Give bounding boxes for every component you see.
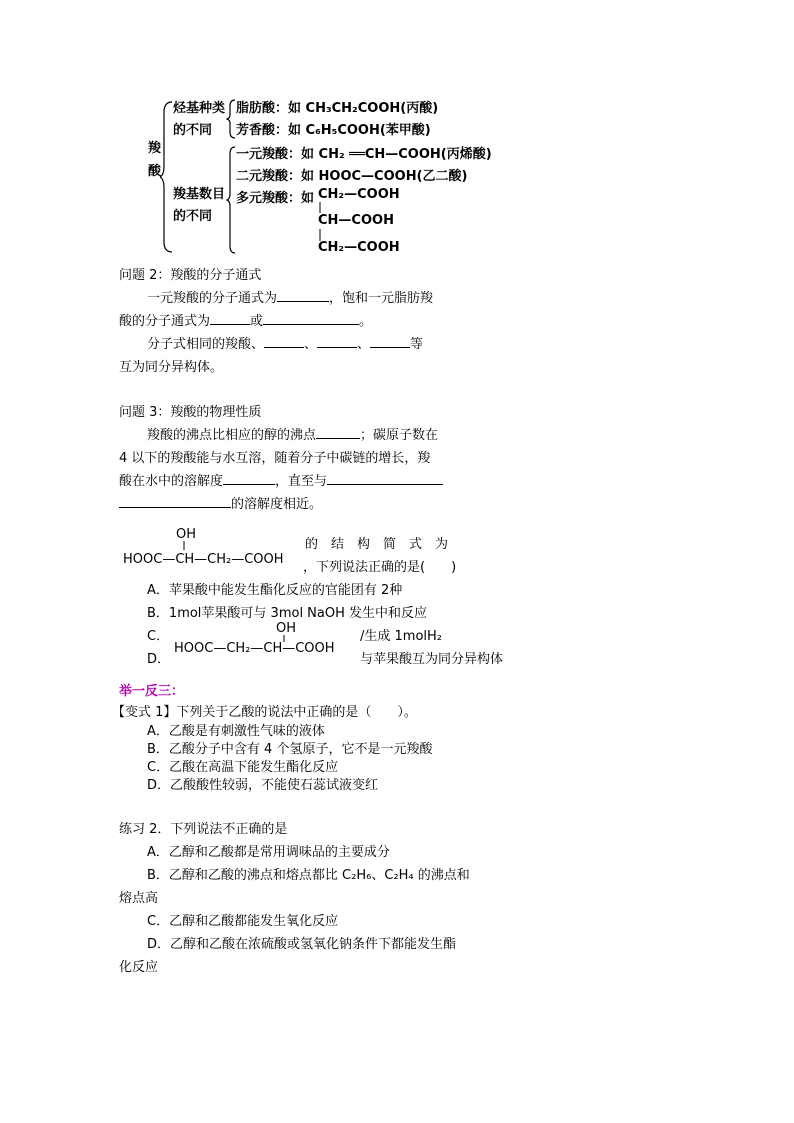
variant-option-a[interactable]: A．乙酸是有刺激性气味的液体: [147, 724, 325, 739]
group2-label-l1: 羧基数目: [173, 187, 226, 202]
variant-option-c[interactable]: C．乙酸在高温下能发生酯化反应: [147, 760, 339, 775]
svg-text:HOOC—CH₂—CH—COOH: HOOC—CH₂—CH—COOH: [174, 641, 335, 656]
group2-label-l2: 的不同: [173, 209, 213, 224]
q2-line2: 酸的分子通式为 或 。: [119, 314, 373, 329]
q3-line2: 4 以下的羧酸能与水互溶，随着分子中碳链的增长，羧: [119, 451, 431, 466]
group2-item2: 二元羧酸：如 HOOC—COOH(乙二酸): [236, 169, 468, 184]
group1-brace: [226, 99, 236, 139]
q2-blank1[interactable]: [277, 289, 329, 302]
svg-text:OH: OH: [276, 621, 297, 636]
malic-stem-b: ，下列说法正确的是( ): [303, 560, 457, 575]
q3-title: 问题 3：羧酸的物理性质: [119, 405, 262, 420]
citric-bonds: [318, 201, 324, 243]
q3-blank3[interactable]: [327, 472, 443, 485]
q2-line3: 分子式相同的羧酸、 、 、 等: [147, 337, 424, 352]
practice2-option-a[interactable]: A．乙醇和乙酸都是常用调味品的主要成分: [147, 845, 390, 860]
q3-blank4[interactable]: [119, 495, 231, 508]
malic-option-c-a[interactable]: C．: [147, 629, 170, 644]
main-brace: [160, 100, 174, 255]
q3-line4: 的溶解度相近。: [119, 493, 322, 512]
q2-blank3[interactable]: [263, 312, 359, 325]
isomer-formula: [172, 620, 360, 660]
citric-line3: CH₂—COOH: [318, 240, 400, 255]
variant-stem: 【变式 1】下列关于乙酸的说法中正确的是（ ）。: [112, 705, 417, 720]
root-label-l2: 酸: [148, 164, 162, 179]
variant-option-d[interactable]: D．乙酸酸性较弱，不能使石蕊试液变红: [147, 778, 379, 793]
malic-stem-a: 的 结 构 简 式 为: [305, 537, 449, 552]
malic-option-c-b[interactable]: /生成 1molH₂: [360, 629, 442, 644]
citric-line1: CH₂—COOH: [318, 187, 400, 202]
group1-item2: 芳香酸：如 C₆H₅COOH(苯甲酸): [236, 123, 431, 138]
root-label-l1: 羧: [148, 141, 162, 156]
practice2-option-b-l2[interactable]: 熔点高: [119, 891, 159, 906]
group2-item3-prefix: 多元羧酸：如: [236, 191, 315, 206]
practice2-stem: 练习 2．下列说法不正确的是: [119, 822, 288, 837]
q2-blank2[interactable]: [210, 312, 250, 325]
malic-option-d-a[interactable]: D．: [147, 652, 171, 667]
group2-item1: 一元羧酸：如 CH₂ ══CH—COOH(丙烯酸): [236, 147, 492, 162]
practice2-option-d-l1[interactable]: D．乙醇和乙酸在浓硫酸或氢氧化钠条件下都能发生酯: [147, 937, 457, 952]
malic-option-d-b[interactable]: 与苹果酸互为同分异构体: [360, 652, 504, 667]
svg-text:HOOC—CH—CH₂—COOH: HOOC—CH—CH₂—COOH: [123, 552, 284, 567]
q2-line4: 互为同分异构体。: [119, 360, 224, 375]
malic-option-a[interactable]: A．苹果酸中能发生酯化反应的官能团有 2种: [147, 583, 403, 598]
malic-option-b[interactable]: B．1mol苹果酸可与 3mol NaOH 发生中和反应: [147, 606, 428, 621]
variant-option-b[interactable]: B．乙酸分子中含有 4 个氢原子，它不是一元羧酸: [147, 742, 433, 757]
group2-brace: [226, 146, 236, 254]
group1-label-l1: 烃基种类: [173, 101, 226, 116]
q2-blank6[interactable]: [370, 335, 410, 348]
q2-blank4[interactable]: [264, 335, 304, 348]
practice2-option-b-l1[interactable]: B．乙醇和乙酸的沸点和熔点都比 C₂H₆、C₂H₄ 的沸点和: [147, 868, 470, 883]
malic-acid-formula: [120, 525, 305, 570]
q2-title: 问题 2：羧酸的分子通式: [119, 268, 262, 283]
practice2-option-d-l2[interactable]: 化反应: [119, 960, 159, 975]
q3-blank2[interactable]: [223, 472, 275, 485]
group1-label-l2: 的不同: [173, 123, 213, 138]
q3-line3: 酸在水中的溶解度 ，直至与: [119, 470, 443, 489]
q2-blank5[interactable]: [317, 335, 357, 348]
svg-text:OH: OH: [176, 527, 197, 542]
q3-blank1[interactable]: [316, 426, 360, 439]
variant-heading: 举一反三：: [119, 684, 185, 699]
q2-line1: 一元羧酸的分子通式为 ，饱和一元脂肪羧: [147, 291, 434, 306]
group1-item1: 脂肪酸：如 CH₃CH₂COOH(丙酸): [236, 101, 439, 116]
citric-line2: CH—COOH: [318, 213, 394, 228]
q3-line1: 羧酸的沸点比相应的醇的沸点 ；碳原子数在: [147, 428, 439, 443]
practice2-option-c[interactable]: C．乙醇和乙酸都能发生氧化反应: [147, 914, 339, 929]
